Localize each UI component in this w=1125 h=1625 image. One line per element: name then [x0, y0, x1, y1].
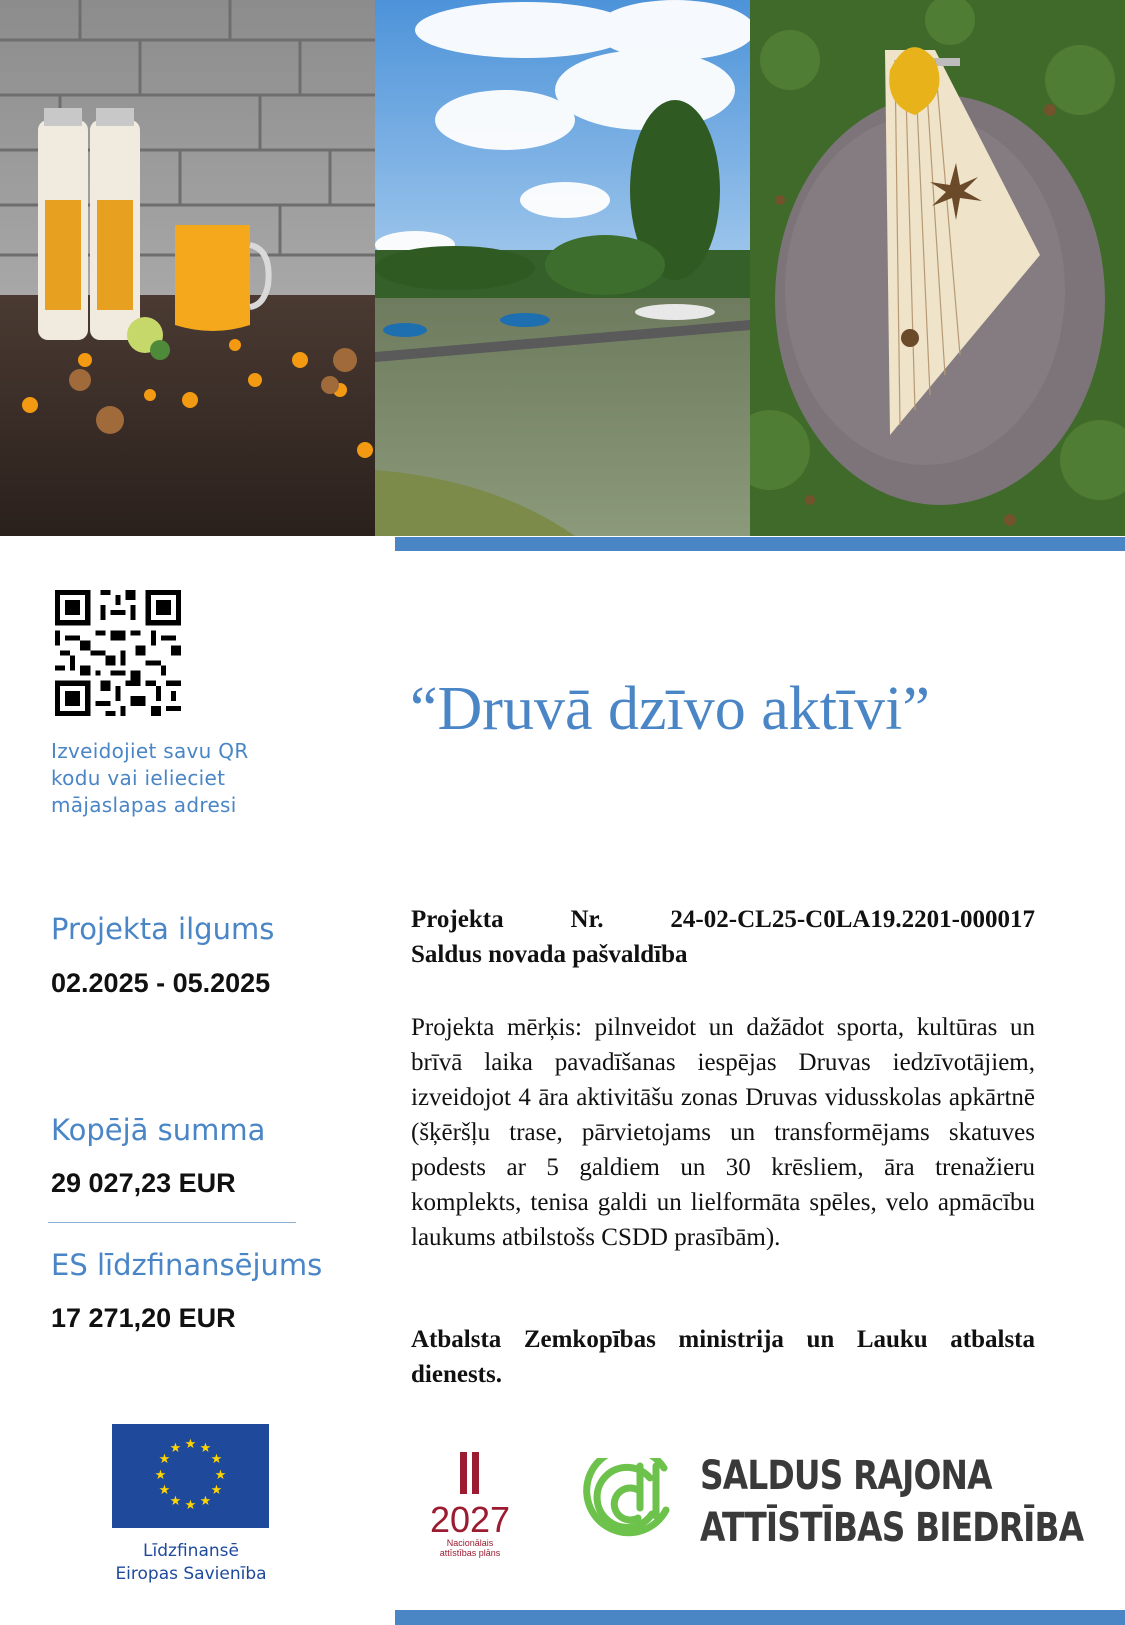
srab-emblem-logo: [578, 1458, 672, 1552]
duration-value: 02.2025 - 05.2025: [51, 968, 271, 998]
nap-2027-logo: [420, 1450, 520, 1560]
svg-text:★: ★: [158, 1483, 171, 1498]
nap-year: 2027: [429, 1499, 511, 1540]
svg-text:★: ★: [169, 1494, 182, 1509]
svg-text:★: ★: [210, 1452, 223, 1467]
eu-flag-logo: [112, 1424, 269, 1528]
eu-cofinancing-value: 17 271,20 EUR: [51, 1303, 236, 1333]
page-title: “Druvā dzīvo aktīvi”: [410, 675, 930, 743]
srab-name: [700, 1450, 1083, 1554]
duration-label: Projekta ilgums: [51, 912, 275, 946]
svg-text:★: ★: [154, 1468, 167, 1483]
qr-code[interactable]: [55, 590, 181, 716]
qr-caption: Izveidojiet savu QR kodu vai ielieciet mājaslapas adresi: [51, 739, 249, 817]
photo-juice-bottles: [0, 0, 375, 536]
eu-caption-line1: Līdzfinansē: [143, 1541, 239, 1561]
total-sum-value: 29 027,23 EUR: [51, 1168, 236, 1198]
photo-kokle-on-stone: [750, 0, 1125, 536]
photo-lake: [375, 0, 750, 536]
eu-caption-line2: Eiropas Savienība: [115, 1564, 267, 1584]
srab-name-line1: SALDUS RAJONA: [700, 1453, 992, 1499]
nap-caption-line1: Nacionālais: [446, 1538, 494, 1548]
bottom-accent-bar: [395, 1610, 1125, 1625]
svg-text:★: ★: [199, 1441, 212, 1456]
svg-text:★: ★: [169, 1441, 182, 1456]
divider: [48, 1222, 296, 1223]
svg-text:★: ★: [214, 1468, 227, 1483]
top-accent-bar: [395, 537, 1125, 551]
svg-text:★: ★: [184, 1437, 197, 1452]
project-number: Projekta Nr. 24-02-CL25-C0LA19.2201-000017: [411, 906, 1035, 933]
svg-text:★: ★: [199, 1494, 212, 1509]
total-sum-label: Kopējā summa: [51, 1113, 266, 1147]
eu-cofinancing-label: ES līdzfinansējums: [51, 1248, 323, 1282]
svg-text:★: ★: [158, 1452, 171, 1467]
eu-caption: [100, 1540, 282, 1586]
support-statement: Atbalsta Zemkopības ministrija un Lauku atbalsta dienests.: [411, 1326, 1035, 1388]
nap-caption-line2: attīstības plāns: [439, 1548, 501, 1558]
svg-text:★: ★: [210, 1483, 223, 1498]
municipality: Saldus novada pašvaldība: [411, 941, 688, 968]
srab-name-line2: ATTĪSTĪBAS BIEDRĪBA: [700, 1505, 1084, 1551]
svg-text:★: ★: [184, 1498, 197, 1513]
project-goal-text: Projekta mērķis: pilnveidot un dažādot sporta, kultūras un brīvā laika pavadīšanas iespējas Druvas iedzīvotājiem, izveidojot 4 āra aktivitāšu zonas Druvas vidusskolas apkārtnē (šķēršļu trase, pārvietojams un transformējams skatuves podests ar 5 galdiem un 30 krēsliem, āra trenažieru komplekts, tenisa galdi un lielformāta spēles, velo apmācību laukums atbilstošs CSDD prasībām).: [411, 1014, 1035, 1251]
